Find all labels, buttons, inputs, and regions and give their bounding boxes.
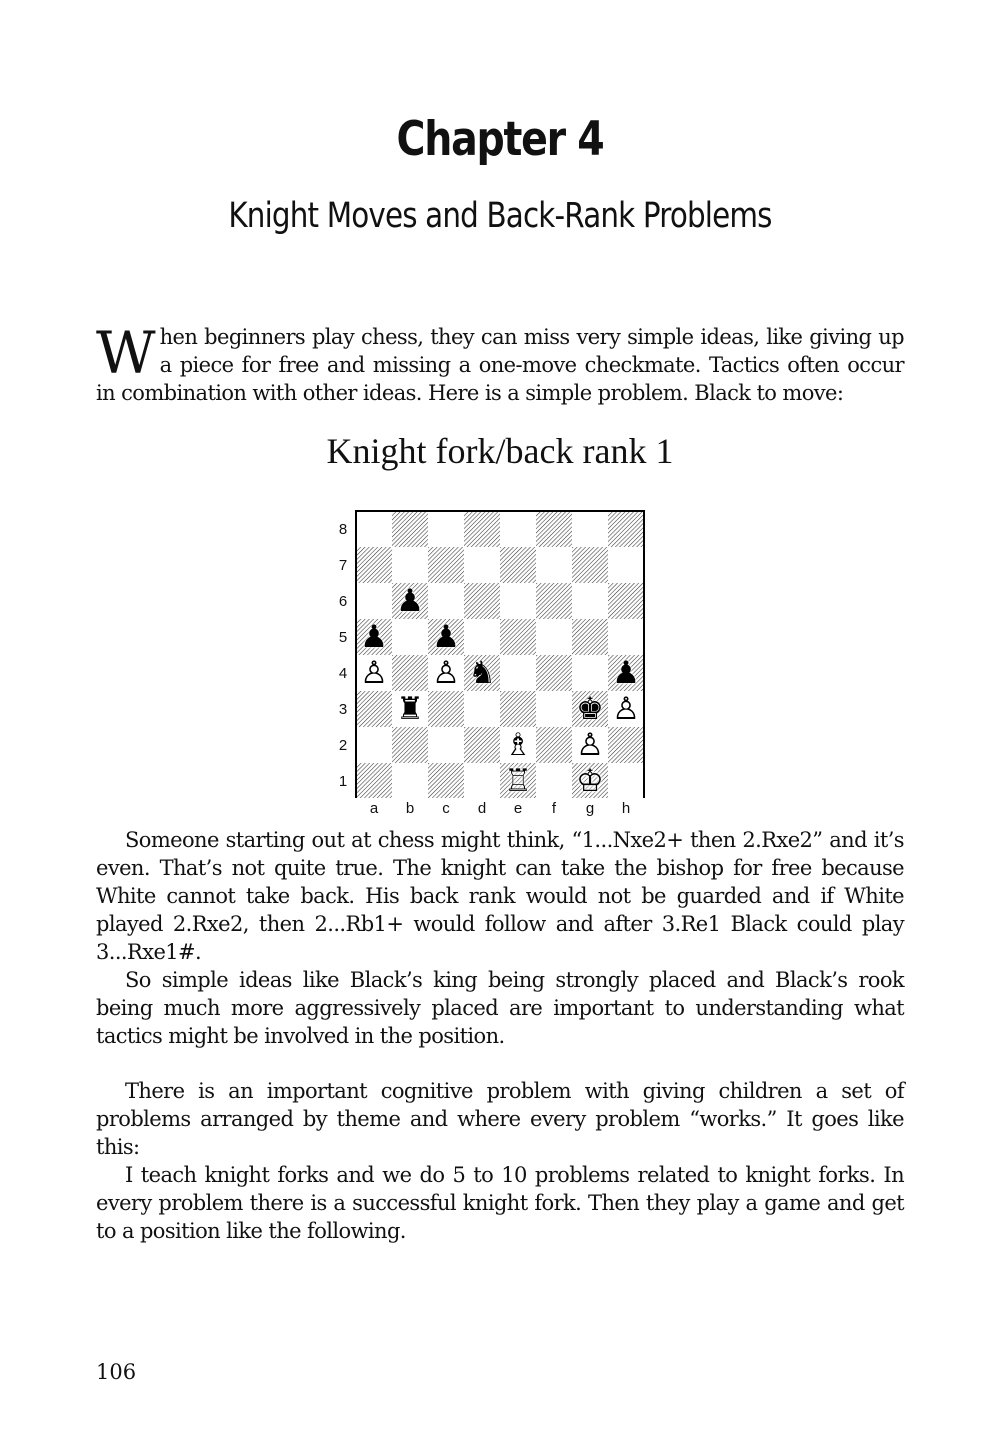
square-d3 (464, 691, 500, 727)
square-a3 (356, 691, 392, 727)
white-rook-e1: ♖ (504, 763, 532, 799)
square-h7 (608, 547, 644, 583)
square-c7 (428, 547, 464, 583)
black-pawn-c5: ♟ (432, 619, 460, 655)
file-label-e: e (513, 800, 523, 817)
rank-label-3: 3 (338, 701, 348, 718)
square-d5 (464, 619, 500, 655)
square-a2 (356, 727, 392, 763)
chess-diagram (338, 510, 645, 817)
white-pawn-h3: ♙ (612, 691, 640, 727)
square-d7 (464, 547, 500, 583)
black-pawn-b6: ♟ (396, 583, 424, 619)
square-f8 (536, 511, 572, 547)
square-e8 (500, 511, 536, 547)
black-rook-b3: ♜ (396, 691, 424, 727)
white-pawn-c4: ♙ (432, 655, 460, 691)
square-a7 (356, 547, 392, 583)
square-f6 (536, 583, 572, 619)
square-f1 (536, 763, 572, 798)
square-c6 (428, 583, 464, 619)
square-h2 (608, 727, 644, 763)
paragraph-4: I teach knight forks and we do 5 to 10 problems related to knight forks. In every problem there is a successful knight fork. Then they play a game and get to a position like the following. (96, 1163, 904, 1243)
rank-label-4: 4 (338, 665, 348, 682)
square-c1 (428, 763, 464, 798)
intro-paragraph (96, 319, 904, 407)
square-f7 (536, 547, 572, 583)
square-e4 (500, 655, 536, 691)
chapter-subtitle: Knight Moves and Back-Rank Problems (228, 196, 772, 236)
square-h6 (608, 583, 644, 619)
square-d2 (464, 727, 500, 763)
file-label-a: a (369, 800, 379, 817)
page-number: 106 (96, 1360, 137, 1384)
square-g5 (572, 619, 608, 655)
file-label-g: g (585, 800, 595, 817)
black-knight-d4: ♞ (468, 655, 496, 691)
rank-label-8: 8 (338, 521, 348, 538)
square-c3 (428, 691, 464, 727)
white-pawn-a4: ♙ (360, 655, 388, 691)
square-e5 (500, 619, 536, 655)
rank-label-6: 6 (338, 593, 348, 610)
file-label-c: c (442, 800, 450, 817)
file-label-f: f (551, 800, 557, 817)
square-a1 (356, 763, 392, 798)
square-h8 (608, 511, 644, 547)
paragraph-3: There is an important cognitive problem with giving children a set of problems arranged by theme and where every problem “works.” It goes like this: (96, 1079, 904, 1159)
rank-label-2: 2 (338, 737, 348, 754)
intro-text: hen beginners play chess, they can miss very simple ideas, like giving up a piece for free and missing a one-move checkmate. Tactics often occur in combination with other ideas. Here is a simple problem. Black to move: (96, 325, 904, 405)
file-label-d: d (477, 800, 487, 817)
square-b4 (392, 655, 428, 691)
drop-cap: W (96, 319, 156, 387)
rank-label-5: 5 (338, 629, 348, 646)
square-e7 (500, 547, 536, 583)
square-e3 (500, 691, 536, 727)
square-a6 (356, 583, 392, 619)
file-label-b: b (405, 800, 415, 817)
black-pawn-h4: ♟ (612, 655, 640, 691)
square-b8 (392, 511, 428, 547)
paragraph-1: Someone starting out at chess might think, “1...Nxe2+ then 2.Rxe2” and it’s even. That’s not quite true. The knight can take the bishop for free because White cannot take back. His back rank would not be guarded and if White played 2.Rxe2, then 2...Rb1+ would follow and after 3.Re1 Black could play 3...Rxe1#. (96, 828, 904, 964)
square-h1 (608, 763, 644, 798)
white-king-g1: ♔ (576, 763, 604, 799)
square-b1 (392, 763, 428, 798)
diagram-title: Knight fork/back rank 1 (326, 431, 674, 471)
square-b7 (392, 547, 428, 583)
square-e6 (500, 583, 536, 619)
square-c2 (428, 727, 464, 763)
chapter-title: Chapter 4 (396, 112, 604, 167)
paragraph-2: So simple ideas like Black’s king being strongly placed and Black’s rook being much more aggressively placed are important to understanding what tactics might be involved in the position. (96, 968, 904, 1048)
black-king-g3: ♚ (576, 691, 604, 727)
square-a8 (356, 511, 392, 547)
square-f5 (536, 619, 572, 655)
rank-label-1: 1 (338, 773, 348, 790)
black-pawn-a5: ♟ (360, 619, 388, 655)
white-bishop-e2: ♗ (504, 727, 532, 763)
white-pawn-g2: ♙ (576, 727, 604, 763)
square-b2 (392, 727, 428, 763)
square-f3 (536, 691, 572, 727)
square-g4 (572, 655, 608, 691)
square-g6 (572, 583, 608, 619)
square-c8 (428, 511, 464, 547)
square-g7 (572, 547, 608, 583)
square-d1 (464, 763, 500, 798)
square-d6 (464, 583, 500, 619)
square-b5 (392, 619, 428, 655)
square-d8 (464, 511, 500, 547)
square-h5 (608, 619, 644, 655)
square-f4 (536, 655, 572, 691)
file-label-h: h (621, 800, 631, 817)
square-f2 (536, 727, 572, 763)
rank-label-7: 7 (338, 557, 348, 574)
square-g8 (572, 511, 608, 547)
